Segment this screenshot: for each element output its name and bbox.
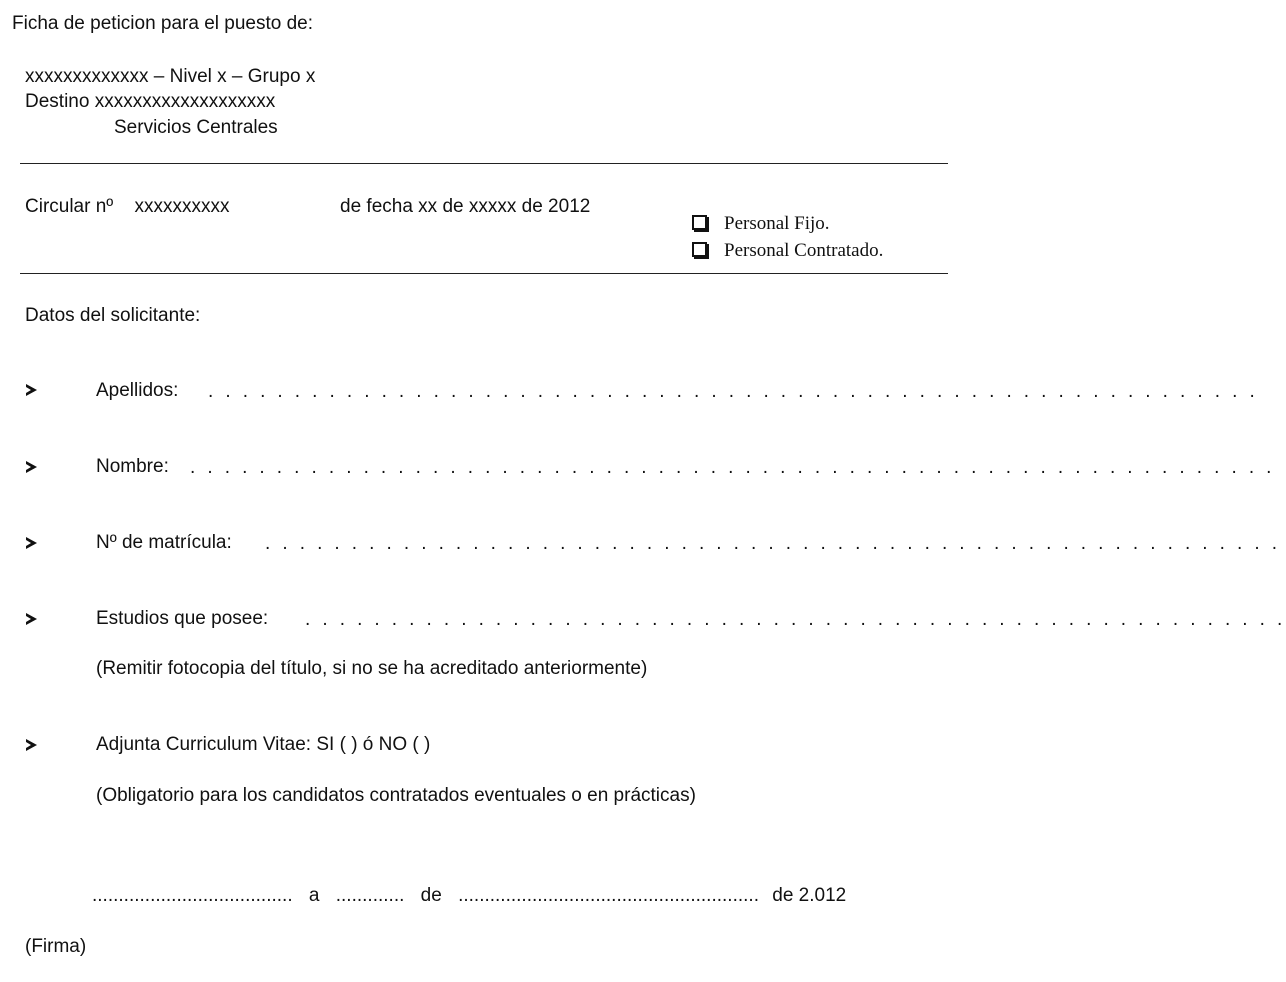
destino-label: Destino [25,91,90,112]
checkbox-icon[interactable] [692,242,707,257]
studies-note: (Remitir fotocopia del título, si no se ha acreditado anteriormente) [96,658,648,679]
form-title: Ficha de peticion para el puesto de: [12,13,314,34]
destino-line [25,90,275,114]
department-name: Servicios Centrales [114,117,278,138]
firma-label: (Firma) [25,936,87,957]
day-input-line[interactable]: ............. [335,885,405,906]
divider-bottom [20,273,948,274]
nombre-input-line[interactable]: . . . . . . . . . . . . . . . . . . . . . . . . . . . . . . . . . . . . . . . . . . . . . . . . . . . . . . . . . . . . . . . [190,457,1275,478]
circular-label-text: Circular nº [25,196,114,217]
arrow-bullet-icon [26,613,37,625]
arrow-bullet-icon [26,537,37,549]
field-label-estudios: Estudios que posee: [96,608,269,629]
arrow-bullet-icon [26,384,37,396]
circular-number: xxxxxxxxxx [134,196,230,217]
month-input-line[interactable]: ......................................................... [458,885,759,906]
destino-value: xxxxxxxxxxxxxxxxxxx [94,91,276,112]
position-line: xxxxxxxxxxxxx – Nivel x – Grupo x [25,66,316,87]
place-input-line[interactable]: ...................................... [92,885,293,906]
arrow-bullet-icon [26,461,37,473]
field-label-matricula: Nº de matrícula: [96,532,232,553]
field-label-curriculum: Adjunta Curriculum Vitae: SI ( ) ó NO ( ) [96,734,431,755]
checkbox-label: Personal Contratado. [724,240,884,261]
de-label: de [420,885,442,906]
matricula-input-line[interactable]: . . . . . . . . . . . . . . . . . . . . . . . . . . . . . . . . . . . . . . . . . . . . . . . . . . . . . . . . . . . [265,533,1281,554]
checkbox-label: Personal Fijo. [724,213,830,234]
estudios-input-line[interactable]: . . . . . . . . . . . . . . . . . . . . . . . . . . . . . . . . . . . . . . . . . . . . . . . . . . . . . . . . . [305,609,1286,630]
checkbox-icon[interactable] [692,215,707,230]
apellidos-input-line[interactable]: . . . . . . . . . . . . . . . . . . . . . . . . . . . . . . . . . . . . . . . . . . . . . . . . . . . . . . . . . . . . . [208,381,1259,402]
field-label-nombre: Nombre: [96,456,169,477]
section-title: Datos del solicitante: [25,305,201,326]
circular-date: de fecha xx de xxxxx de 2012 [340,196,591,217]
signature-date-line [92,884,846,908]
cv-note: (Obligatorio para los candidatos contratados eventuales o en prácticas) [96,785,696,806]
checkbox-personal-fijo[interactable] [692,212,830,236]
year-text: de 2.012 [772,885,847,906]
checkbox-personal-contratado[interactable] [692,239,883,263]
divider-top [20,163,948,164]
a-label: a [308,885,320,906]
circular-label [25,195,230,219]
arrow-bullet-icon [26,739,37,751]
field-label-apellidos: Apellidos: [96,380,179,401]
